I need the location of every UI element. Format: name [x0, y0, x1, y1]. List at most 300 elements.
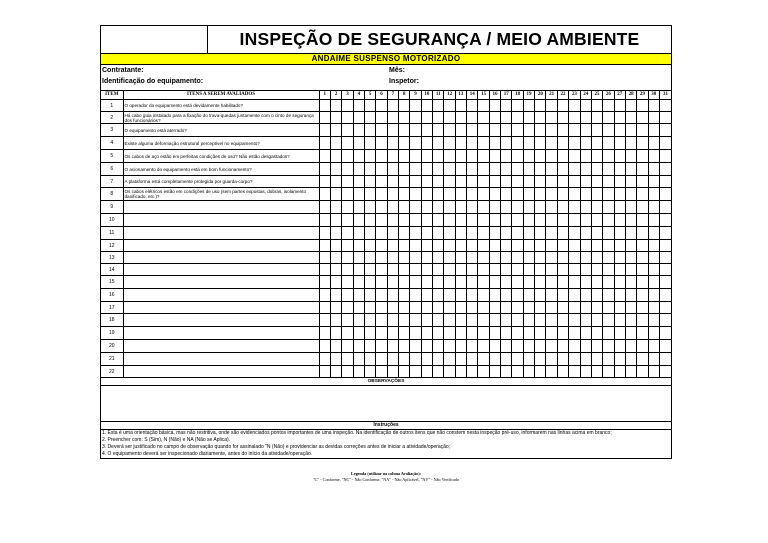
evaluation-cell[interactable] [410, 163, 421, 176]
evaluation-cell[interactable] [478, 112, 489, 124]
evaluation-cell[interactable] [421, 302, 432, 314]
evaluation-cell[interactable] [637, 240, 648, 252]
evaluation-cell[interactable] [625, 150, 636, 163]
evaluation-cell[interactable] [319, 314, 330, 327]
evaluation-cell[interactable] [569, 353, 580, 366]
evaluation-cell[interactable] [342, 214, 353, 227]
evaluation-cell[interactable] [501, 252, 512, 264]
evaluation-cell[interactable] [342, 252, 353, 264]
evaluation-cell[interactable] [614, 366, 625, 378]
evaluation-cell[interactable] [455, 100, 466, 112]
evaluation-cell[interactable] [342, 176, 353, 188]
evaluation-cell[interactable] [342, 314, 353, 327]
evaluation-cell[interactable] [603, 327, 614, 340]
evaluation-cell[interactable] [569, 302, 580, 314]
evaluation-cell[interactable] [489, 124, 500, 137]
evaluation-cell[interactable] [580, 214, 591, 227]
evaluation-cell[interactable] [648, 176, 659, 188]
evaluation-cell[interactable] [659, 124, 671, 137]
evaluation-cell[interactable] [478, 276, 489, 289]
evaluation-cell[interactable] [523, 188, 534, 201]
evaluation-cell[interactable] [433, 314, 444, 327]
evaluation-cell[interactable] [512, 176, 523, 188]
evaluation-cell[interactable] [376, 201, 387, 214]
evaluation-cell[interactable] [444, 163, 455, 176]
evaluation-cell[interactable] [364, 252, 375, 264]
evaluation-cell[interactable] [342, 276, 353, 289]
evaluation-cell[interactable] [625, 188, 636, 201]
evaluation-cell[interactable] [489, 264, 500, 276]
evaluation-cell[interactable] [410, 264, 421, 276]
evaluation-cell[interactable] [557, 340, 568, 353]
evaluation-cell[interactable] [648, 124, 659, 137]
evaluation-cell[interactable] [455, 302, 466, 314]
evaluation-cell[interactable] [421, 176, 432, 188]
evaluation-cell[interactable] [364, 314, 375, 327]
evaluation-cell[interactable] [342, 163, 353, 176]
evaluation-cell[interactable] [467, 188, 478, 201]
evaluation-cell[interactable] [569, 188, 580, 201]
evaluation-cell[interactable] [319, 289, 330, 302]
evaluation-cell[interactable] [330, 188, 341, 201]
evaluation-cell[interactable] [580, 124, 591, 137]
evaluation-cell[interactable] [342, 201, 353, 214]
evaluation-cell[interactable] [501, 327, 512, 340]
evaluation-cell[interactable] [614, 353, 625, 366]
evaluation-cell[interactable] [319, 214, 330, 227]
evaluation-cell[interactable] [512, 150, 523, 163]
evaluation-cell[interactable] [353, 163, 364, 176]
evaluation-cell[interactable] [648, 264, 659, 276]
evaluation-cell[interactable] [489, 188, 500, 201]
evaluation-cell[interactable] [648, 302, 659, 314]
evaluation-cell[interactable] [512, 188, 523, 201]
evaluation-cell[interactable] [569, 276, 580, 289]
evaluation-cell[interactable] [557, 327, 568, 340]
evaluation-cell[interactable] [569, 327, 580, 340]
evaluation-cell[interactable] [387, 227, 398, 240]
evaluation-cell[interactable] [364, 150, 375, 163]
evaluation-cell[interactable] [387, 327, 398, 340]
evaluation-cell[interactable] [467, 276, 478, 289]
evaluation-cell[interactable] [467, 353, 478, 366]
evaluation-cell[interactable] [455, 176, 466, 188]
evaluation-cell[interactable] [512, 100, 523, 112]
evaluation-cell[interactable] [444, 353, 455, 366]
evaluation-cell[interactable] [569, 201, 580, 214]
evaluation-cell[interactable] [387, 264, 398, 276]
evaluation-cell[interactable] [603, 240, 614, 252]
evaluation-cell[interactable] [353, 366, 364, 378]
evaluation-cell[interactable] [410, 227, 421, 240]
evaluation-cell[interactable] [421, 340, 432, 353]
evaluation-cell[interactable] [376, 240, 387, 252]
evaluation-cell[interactable] [421, 366, 432, 378]
evaluation-cell[interactable] [546, 289, 557, 302]
evaluation-cell[interactable] [399, 176, 410, 188]
evaluation-cell[interactable] [319, 276, 330, 289]
evaluation-cell[interactable] [546, 100, 557, 112]
evaluation-cell[interactable] [478, 124, 489, 137]
evaluation-cell[interactable] [659, 340, 671, 353]
evaluation-cell[interactable] [659, 366, 671, 378]
evaluation-cell[interactable] [591, 276, 602, 289]
evaluation-cell[interactable] [399, 214, 410, 227]
evaluation-cell[interactable] [625, 124, 636, 137]
evaluation-cell[interactable] [444, 201, 455, 214]
evaluation-cell[interactable] [523, 264, 534, 276]
evaluation-cell[interactable] [569, 100, 580, 112]
evaluation-cell[interactable] [580, 240, 591, 252]
evaluation-cell[interactable] [399, 327, 410, 340]
evaluation-cell[interactable] [399, 150, 410, 163]
evaluation-cell[interactable] [330, 353, 341, 366]
evaluation-cell[interactable] [659, 289, 671, 302]
evaluation-cell[interactable] [353, 188, 364, 201]
evaluation-cell[interactable] [546, 353, 557, 366]
evaluation-cell[interactable] [625, 340, 636, 353]
evaluation-cell[interactable] [523, 214, 534, 227]
evaluation-cell[interactable] [467, 201, 478, 214]
evaluation-cell[interactable] [330, 150, 341, 163]
evaluation-cell[interactable] [580, 289, 591, 302]
evaluation-cell[interactable] [614, 150, 625, 163]
evaluation-cell[interactable] [535, 100, 546, 112]
evaluation-cell[interactable] [648, 252, 659, 264]
evaluation-cell[interactable] [364, 353, 375, 366]
evaluation-cell[interactable] [444, 124, 455, 137]
evaluation-cell[interactable] [364, 264, 375, 276]
evaluation-cell[interactable] [444, 176, 455, 188]
evaluation-cell[interactable] [376, 100, 387, 112]
evaluation-cell[interactable] [478, 150, 489, 163]
evaluation-cell[interactable] [433, 150, 444, 163]
evaluation-cell[interactable] [614, 289, 625, 302]
evaluation-cell[interactable] [637, 227, 648, 240]
evaluation-cell[interactable] [603, 314, 614, 327]
evaluation-cell[interactable] [421, 289, 432, 302]
evaluation-cell[interactable] [399, 188, 410, 201]
evaluation-cell[interactable] [489, 314, 500, 327]
evaluation-cell[interactable] [478, 302, 489, 314]
evaluation-cell[interactable] [330, 276, 341, 289]
evaluation-cell[interactable] [659, 112, 671, 124]
evaluation-cell[interactable] [455, 252, 466, 264]
evaluation-cell[interactable] [614, 240, 625, 252]
evaluation-cell[interactable] [376, 124, 387, 137]
evaluation-cell[interactable] [637, 327, 648, 340]
evaluation-cell[interactable] [319, 340, 330, 353]
evaluation-cell[interactable] [399, 302, 410, 314]
evaluation-cell[interactable] [364, 240, 375, 252]
evaluation-cell[interactable] [467, 112, 478, 124]
evaluation-cell[interactable] [387, 112, 398, 124]
evaluation-cell[interactable] [569, 150, 580, 163]
evaluation-cell[interactable] [319, 124, 330, 137]
evaluation-cell[interactable] [648, 340, 659, 353]
evaluation-cell[interactable] [489, 340, 500, 353]
evaluation-cell[interactable] [557, 163, 568, 176]
evaluation-cell[interactable] [580, 264, 591, 276]
evaluation-cell[interactable] [546, 227, 557, 240]
evaluation-cell[interactable] [330, 289, 341, 302]
evaluation-cell[interactable] [387, 188, 398, 201]
evaluation-cell[interactable] [648, 327, 659, 340]
evaluation-cell[interactable] [421, 264, 432, 276]
evaluation-cell[interactable] [557, 124, 568, 137]
evaluation-cell[interactable] [467, 264, 478, 276]
evaluation-cell[interactable] [637, 264, 648, 276]
evaluation-cell[interactable] [580, 176, 591, 188]
evaluation-cell[interactable] [557, 227, 568, 240]
evaluation-cell[interactable] [421, 314, 432, 327]
evaluation-cell[interactable] [376, 188, 387, 201]
evaluation-cell[interactable] [330, 214, 341, 227]
evaluation-cell[interactable] [535, 302, 546, 314]
evaluation-cell[interactable] [319, 366, 330, 378]
evaluation-cell[interactable] [637, 201, 648, 214]
evaluation-cell[interactable] [512, 340, 523, 353]
evaluation-cell[interactable] [433, 163, 444, 176]
evaluation-cell[interactable] [421, 353, 432, 366]
evaluation-cell[interactable] [501, 353, 512, 366]
evaluation-cell[interactable] [478, 289, 489, 302]
evaluation-cell[interactable] [535, 150, 546, 163]
evaluation-cell[interactable] [399, 289, 410, 302]
evaluation-cell[interactable] [546, 302, 557, 314]
evaluation-cell[interactable] [489, 150, 500, 163]
evaluation-cell[interactable] [467, 340, 478, 353]
evaluation-cell[interactable] [410, 240, 421, 252]
evaluation-cell[interactable] [501, 100, 512, 112]
evaluation-cell[interactable] [444, 366, 455, 378]
evaluation-cell[interactable] [535, 188, 546, 201]
evaluation-cell[interactable] [569, 340, 580, 353]
evaluation-cell[interactable] [591, 100, 602, 112]
evaluation-cell[interactable] [501, 112, 512, 124]
evaluation-cell[interactable] [501, 302, 512, 314]
evaluation-cell[interactable] [467, 100, 478, 112]
evaluation-cell[interactable] [523, 327, 534, 340]
evaluation-cell[interactable] [376, 366, 387, 378]
evaluation-cell[interactable] [319, 227, 330, 240]
evaluation-cell[interactable] [580, 163, 591, 176]
evaluation-cell[interactable] [330, 264, 341, 276]
evaluation-cell[interactable] [399, 112, 410, 124]
evaluation-cell[interactable] [410, 340, 421, 353]
evaluation-cell[interactable] [478, 201, 489, 214]
evaluation-cell[interactable] [455, 124, 466, 137]
evaluation-cell[interactable] [569, 112, 580, 124]
evaluation-cell[interactable] [512, 302, 523, 314]
evaluation-cell[interactable] [603, 366, 614, 378]
evaluation-cell[interactable] [319, 112, 330, 124]
evaluation-cell[interactable] [546, 252, 557, 264]
evaluation-cell[interactable] [659, 240, 671, 252]
evaluation-cell[interactable] [625, 264, 636, 276]
evaluation-cell[interactable] [603, 176, 614, 188]
evaluation-cell[interactable] [478, 188, 489, 201]
evaluation-cell[interactable] [523, 112, 534, 124]
evaluation-cell[interactable] [455, 276, 466, 289]
evaluation-cell[interactable] [637, 176, 648, 188]
evaluation-cell[interactable] [603, 353, 614, 366]
evaluation-cell[interactable] [603, 163, 614, 176]
evaluation-cell[interactable] [535, 340, 546, 353]
evaluation-cell[interactable] [614, 264, 625, 276]
evaluation-cell[interactable] [501, 214, 512, 227]
evaluation-cell[interactable] [637, 276, 648, 289]
evaluation-cell[interactable] [330, 327, 341, 340]
evaluation-cell[interactable] [444, 112, 455, 124]
evaluation-cell[interactable] [535, 214, 546, 227]
evaluation-cell[interactable] [523, 276, 534, 289]
evaluation-cell[interactable] [319, 353, 330, 366]
evaluation-cell[interactable] [410, 302, 421, 314]
evaluation-cell[interactable] [580, 340, 591, 353]
evaluation-cell[interactable] [659, 252, 671, 264]
evaluation-cell[interactable] [659, 327, 671, 340]
evaluation-cell[interactable] [625, 163, 636, 176]
evaluation-cell[interactable] [421, 150, 432, 163]
evaluation-cell[interactable] [387, 340, 398, 353]
evaluation-cell[interactable] [444, 276, 455, 289]
evaluation-cell[interactable] [501, 227, 512, 240]
evaluation-cell[interactable] [342, 240, 353, 252]
evaluation-cell[interactable] [433, 252, 444, 264]
evaluation-cell[interactable] [410, 314, 421, 327]
evaluation-cell[interactable] [319, 163, 330, 176]
evaluation-cell[interactable] [648, 314, 659, 327]
evaluation-cell[interactable] [353, 137, 364, 150]
evaluation-cell[interactable] [512, 214, 523, 227]
evaluation-cell[interactable] [489, 176, 500, 188]
evaluation-cell[interactable] [625, 214, 636, 227]
observacoes-area[interactable] [101, 386, 671, 422]
evaluation-cell[interactable] [501, 366, 512, 378]
evaluation-cell[interactable] [399, 252, 410, 264]
evaluation-cell[interactable] [421, 227, 432, 240]
evaluation-cell[interactable] [648, 100, 659, 112]
evaluation-cell[interactable] [523, 366, 534, 378]
evaluation-cell[interactable] [535, 124, 546, 137]
evaluation-cell[interactable] [364, 124, 375, 137]
evaluation-cell[interactable] [433, 366, 444, 378]
evaluation-cell[interactable] [535, 276, 546, 289]
evaluation-cell[interactable] [467, 176, 478, 188]
evaluation-cell[interactable] [364, 227, 375, 240]
evaluation-cell[interactable] [603, 201, 614, 214]
evaluation-cell[interactable] [342, 188, 353, 201]
evaluation-cell[interactable] [421, 276, 432, 289]
evaluation-cell[interactable] [467, 163, 478, 176]
evaluation-cell[interactable] [591, 327, 602, 340]
evaluation-cell[interactable] [501, 176, 512, 188]
evaluation-cell[interactable] [648, 150, 659, 163]
evaluation-cell[interactable] [659, 150, 671, 163]
evaluation-cell[interactable] [659, 302, 671, 314]
evaluation-cell[interactable] [557, 289, 568, 302]
evaluation-cell[interactable] [489, 252, 500, 264]
evaluation-cell[interactable] [580, 353, 591, 366]
evaluation-cell[interactable] [478, 100, 489, 112]
evaluation-cell[interactable] [387, 124, 398, 137]
evaluation-cell[interactable] [648, 112, 659, 124]
evaluation-cell[interactable] [625, 201, 636, 214]
evaluation-cell[interactable] [410, 124, 421, 137]
evaluation-cell[interactable] [353, 302, 364, 314]
evaluation-cell[interactable] [387, 252, 398, 264]
evaluation-cell[interactable] [580, 252, 591, 264]
evaluation-cell[interactable] [637, 150, 648, 163]
evaluation-cell[interactable] [546, 340, 557, 353]
evaluation-cell[interactable] [580, 366, 591, 378]
evaluation-cell[interactable] [591, 252, 602, 264]
evaluation-cell[interactable] [614, 163, 625, 176]
evaluation-cell[interactable] [444, 214, 455, 227]
evaluation-cell[interactable] [591, 340, 602, 353]
evaluation-cell[interactable] [637, 340, 648, 353]
evaluation-cell[interactable] [512, 163, 523, 176]
evaluation-cell[interactable] [569, 124, 580, 137]
evaluation-cell[interactable] [535, 327, 546, 340]
evaluation-cell[interactable] [353, 227, 364, 240]
evaluation-cell[interactable] [478, 227, 489, 240]
evaluation-cell[interactable] [614, 302, 625, 314]
evaluation-cell[interactable] [501, 124, 512, 137]
evaluation-cell[interactable] [546, 112, 557, 124]
evaluation-cell[interactable] [376, 264, 387, 276]
evaluation-cell[interactable] [557, 302, 568, 314]
evaluation-cell[interactable] [625, 276, 636, 289]
evaluation-cell[interactable] [489, 240, 500, 252]
evaluation-cell[interactable] [478, 327, 489, 340]
evaluation-cell[interactable] [467, 124, 478, 137]
evaluation-cell[interactable] [591, 150, 602, 163]
evaluation-cell[interactable] [330, 227, 341, 240]
evaluation-cell[interactable] [523, 124, 534, 137]
evaluation-cell[interactable] [637, 163, 648, 176]
evaluation-cell[interactable] [625, 314, 636, 327]
evaluation-cell[interactable] [410, 112, 421, 124]
evaluation-cell[interactable] [353, 276, 364, 289]
evaluation-cell[interactable] [410, 289, 421, 302]
evaluation-cell[interactable] [433, 353, 444, 366]
evaluation-cell[interactable] [376, 314, 387, 327]
evaluation-cell[interactable] [591, 227, 602, 240]
evaluation-cell[interactable] [637, 188, 648, 201]
evaluation-cell[interactable] [478, 314, 489, 327]
evaluation-cell[interactable] [501, 240, 512, 252]
evaluation-cell[interactable] [557, 252, 568, 264]
evaluation-cell[interactable] [444, 150, 455, 163]
evaluation-cell[interactable] [455, 366, 466, 378]
evaluation-cell[interactable] [614, 124, 625, 137]
evaluation-cell[interactable] [399, 163, 410, 176]
evaluation-cell[interactable] [591, 289, 602, 302]
evaluation-cell[interactable] [512, 276, 523, 289]
evaluation-cell[interactable] [433, 340, 444, 353]
evaluation-cell[interactable] [557, 201, 568, 214]
evaluation-cell[interactable] [546, 276, 557, 289]
evaluation-cell[interactable] [546, 314, 557, 327]
evaluation-cell[interactable] [614, 227, 625, 240]
evaluation-cell[interactable] [353, 214, 364, 227]
evaluation-cell[interactable] [330, 252, 341, 264]
evaluation-cell[interactable] [489, 163, 500, 176]
evaluation-cell[interactable] [523, 302, 534, 314]
evaluation-cell[interactable] [342, 289, 353, 302]
